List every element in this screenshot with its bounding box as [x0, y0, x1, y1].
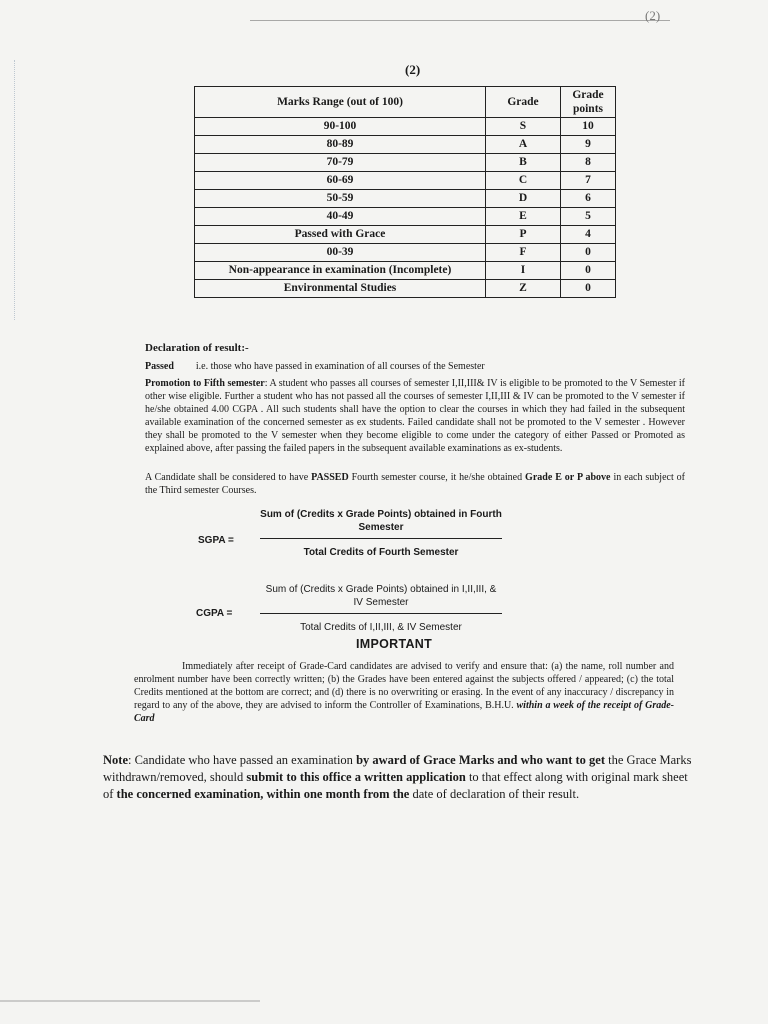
header-mark: (2) — [645, 8, 661, 23]
promotion-label: Promotion to Fifth semester — [145, 378, 265, 389]
grade-points-cell: 8 — [561, 154, 616, 172]
cgpa-denominator: Total Credits of I,II,III, & IV Semester — [300, 622, 462, 633]
table-row — [195, 244, 616, 262]
scan-artifact-top — [250, 8, 670, 23]
table-row — [195, 118, 616, 136]
table-row — [195, 190, 616, 208]
marks-range-cell: Passed with Grace — [195, 226, 486, 244]
grade-points-cell: 4 — [561, 226, 616, 244]
grade-points-cell: 7 — [561, 172, 616, 190]
candidate-text: A Candidate shall be considered to have — [145, 472, 312, 483]
note-bold: the concerned examination, within one month from the — [116, 787, 410, 801]
important-heading: IMPORTANT — [356, 637, 433, 651]
table-row — [195, 154, 616, 172]
grade-cell: D — [486, 190, 561, 208]
grade-table-header — [195, 87, 616, 118]
grade-cell: B — [486, 154, 561, 172]
marks-range-cell: 40-49 — [195, 208, 486, 226]
important-text: Immediately after receipt of Grade-Card candidates are advised to verify and ensure that: (a) the name, roll number and enrolment number have been correctly written; (b) the Grades have been entered against the subjects offered / appeared; (c) the total Credits mentioned at the bottom are correct; and (d) there is no overwriting or erasing. In the event of any inaccuracy / discrepancy in regard to any of the above, they are advised to inform the Controller of Examinations, B.H.U. — [134, 661, 674, 711]
note-label: Note — [103, 753, 128, 767]
marks-range-cell: 60-69 — [195, 172, 486, 190]
table-row — [195, 280, 616, 298]
cgpa-fraction — [260, 583, 502, 633]
marks-range-cell: 90-100 — [195, 118, 486, 136]
grade-points-cell: 10 — [561, 118, 616, 136]
marks-range-cell: 50-59 — [195, 190, 486, 208]
sgpa-fraction — [260, 508, 502, 558]
header-marks-range: Marks Range (out of 100) — [195, 87, 486, 118]
sgpa-denominator: Total Credits of Fourth Semester — [303, 547, 459, 558]
important-paragraph — [134, 660, 674, 725]
note-bold: submit to this office a written application — [246, 770, 466, 784]
promotion-text: : A student who passes all courses of semester I,II,III& IV is eligible to be promoted to the V Semester if other wise eligible. Further a student who has not passed all the courses of semester I,II,III & IV can be promoted to the V semester if he/she obtained 4.00 CGPA . All such students shall have the option to clear the courses in which they had failed in the subsequent available examination of the concerned semester as ex students. Failed candidate shall not be promoted to the V semester . However they shall be promoted to the V semester when they become eligible to come under the category of either Passed or Promoted as explained above, after passing the failed papers in the subsequent available examinations as ex-students. — [145, 378, 685, 454]
table-row — [195, 226, 616, 244]
grade-points-cell: 0 — [561, 244, 616, 262]
grade-cell: P — [486, 226, 561, 244]
candidate-text: in each subject of the Third semester Courses. — [145, 472, 685, 496]
scan-artifact-bottom — [0, 1000, 260, 1024]
sgpa-label: SGPA = — [198, 535, 234, 546]
note-text: to that effect along with original mark sheet of — [103, 770, 688, 801]
table-row — [195, 172, 616, 190]
grade-cell: C — [486, 172, 561, 190]
note-text: the Grace Marks withdrawn/removed, should — [103, 753, 692, 784]
candidate-bold: Grade E or P above — [525, 472, 611, 483]
scan-artifact-left — [0, 60, 15, 320]
passed-text: i.e. those who have passed in examination of all courses of the Semester — [195, 361, 485, 372]
page-number: (2) — [405, 62, 421, 77]
passed-label: Passed — [145, 361, 174, 372]
sgpa-numerator: Sum of (Credits x Grade Points) obtained in Fourth Semester — [260, 508, 502, 539]
header-grade: Grade — [486, 87, 561, 118]
table-row — [195, 208, 616, 226]
note-paragraph — [103, 752, 693, 803]
candidate-paragraph — [145, 471, 685, 497]
promotion-paragraph — [145, 377, 685, 455]
marks-range-cell: 80-89 — [195, 136, 486, 154]
candidate-text: Fourth semester course, it he/she obtained — [348, 472, 526, 483]
grade-points-cell: 0 — [561, 280, 616, 298]
marks-range-cell: Environmental Studies — [195, 280, 486, 298]
important-emphasis: within a week of the receipt of Grade-Card — [134, 700, 675, 724]
grade-points-cell: 9 — [561, 136, 616, 154]
grade-table — [194, 86, 616, 298]
note-text: : Candidate who have passed an examination — [128, 753, 357, 767]
grade-cell: A — [486, 136, 561, 154]
marks-range-cell: 00-39 — [195, 244, 486, 262]
marks-range-cell: 70-79 — [195, 154, 486, 172]
cgpa-numerator: Sum of (Credits x Grade Points) obtained in I,II,III, & IV Semester — [260, 583, 502, 614]
table-row — [195, 136, 616, 154]
grade-points-cell: 5 — [561, 208, 616, 226]
cgpa-label: CGPA = — [196, 608, 233, 619]
grade-cell: S — [486, 118, 561, 136]
declaration-title: Declaration of result:- — [145, 342, 249, 354]
grade-cell: Z — [486, 280, 561, 298]
table-row — [195, 262, 616, 280]
marks-range-cell: Non-appearance in examination (Incomplete) — [195, 262, 486, 280]
grade-cell: F — [486, 244, 561, 262]
candidate-bold: PASSED — [311, 472, 349, 483]
grade-points-cell: 6 — [561, 190, 616, 208]
note-text: date of declaration of their result. — [409, 787, 580, 801]
grade-points-cell: 0 — [561, 262, 616, 280]
note-bold: by award of Grace Marks and who want to get — [356, 753, 606, 767]
grade-cell: E — [486, 208, 561, 226]
header-grade-points: Grade points — [561, 87, 616, 118]
passed-definition — [145, 360, 685, 373]
grade-cell: I — [486, 262, 561, 280]
